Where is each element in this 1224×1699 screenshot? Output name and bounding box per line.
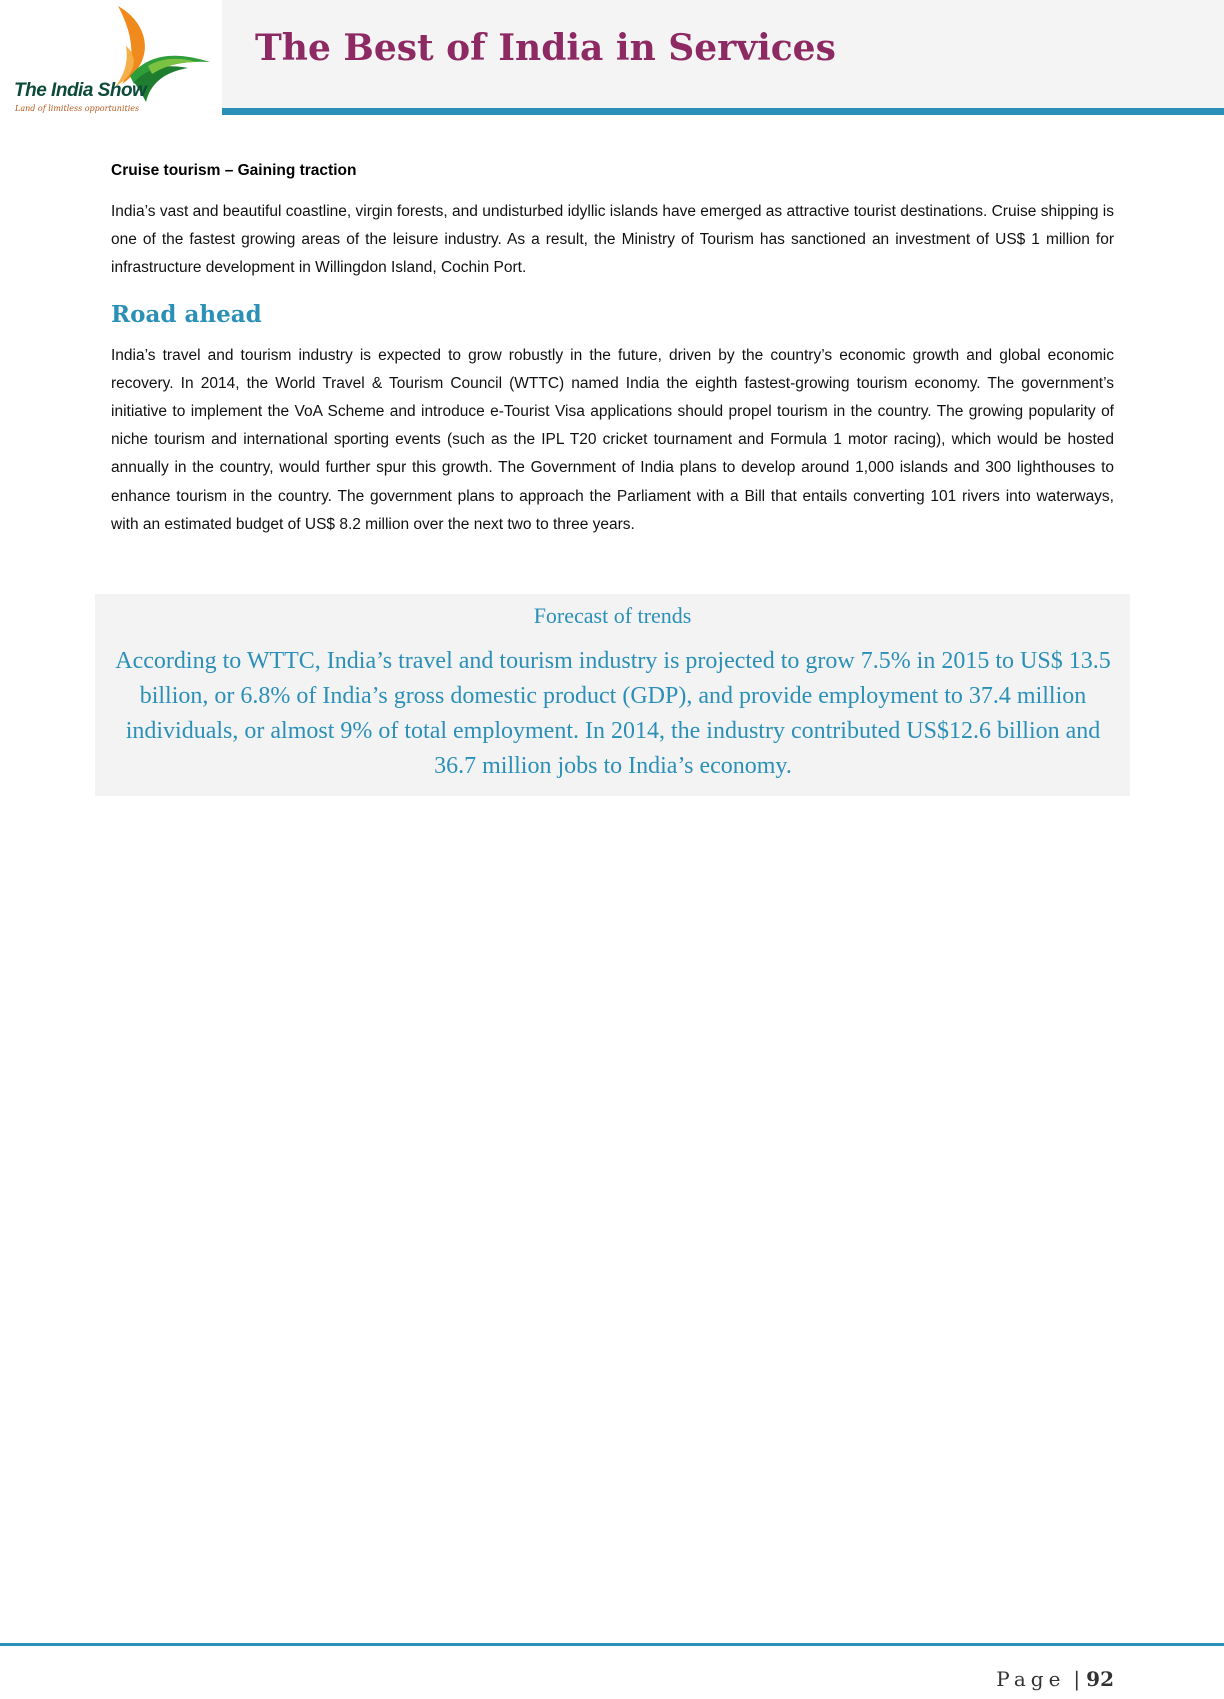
callout-title: Forecast of trends — [533, 603, 692, 628]
footer-rule — [0, 1643, 1224, 1646]
logo — [0, 0, 222, 116]
document-title: The Best of India in Services — [255, 27, 836, 69]
page-header — [0, 0, 1224, 116]
callout-body: According to WTTC, India’s travel and tourism industry is projected to grow 7.5% in 2015 to US$ 13.5 billion, or 6.8% of India’s gross domestic product (GDP), and provide employment to 37.4 million individuals, or almost 9% of total employment. In 2014, the industry contributed US$12.6 billion and 36.7 million jobs to India’s economy. — [115, 648, 1111, 779]
page-label: Page — [996, 1667, 1066, 1691]
forecast-callout — [95, 594, 1130, 796]
page-number: 92 — [1086, 1667, 1114, 1691]
main-content — [111, 162, 1114, 539]
logo-name: The India Show — [14, 80, 147, 101]
road-ahead-paragraph: India’s travel and tourism industry is expected to grow robustly in the future, driven by the country’s economic growth and global economic recovery. In 2014, the World Travel & Tourism Council (WTTC) named India the eighth fastest-growing tourism economy. The government’s initiative to implement the VoA Scheme and introduce e-Tourist Visa applications should propel tourism in the country. The growing popularity of niche tourism and international sporting events (such as the IPL T20 cricket tournament and Formula 1 motor racing), which would be hosted annually in the country, would further spur this growth. The Government of India plans to develop around 1,000 islands and 300 lighthouses to enhance tourism in the country. The government plans to approach the Parliament with a Bill that entails converting 101 rivers into waterways, with an estimated budget of US$ 8.2 million over the next two to three years. — [111, 346, 1114, 533]
cruise-paragraph: India’s vast and beautiful coastline, virgin forests, and undisturbed idyllic islands have emerged as attractive tourist destinations. Cruise shipping is one of the fastest growing areas of the leisure industry. As a result, the Ministry of Tourism has sanctioned an investment of US$ 1 million for infrastructure development in Willingdon Island, Cochin Port. — [111, 203, 1114, 277]
logo-tagline: Land of limitless opportunities — [15, 104, 140, 113]
page-footer — [996, 1667, 1114, 1691]
page-separator: | — [1073, 1667, 1081, 1691]
header-rule — [222, 108, 1224, 115]
road-ahead-heading: Road ahead — [111, 300, 262, 328]
cruise-heading: Cruise tourism – Gaining traction — [111, 162, 357, 179]
